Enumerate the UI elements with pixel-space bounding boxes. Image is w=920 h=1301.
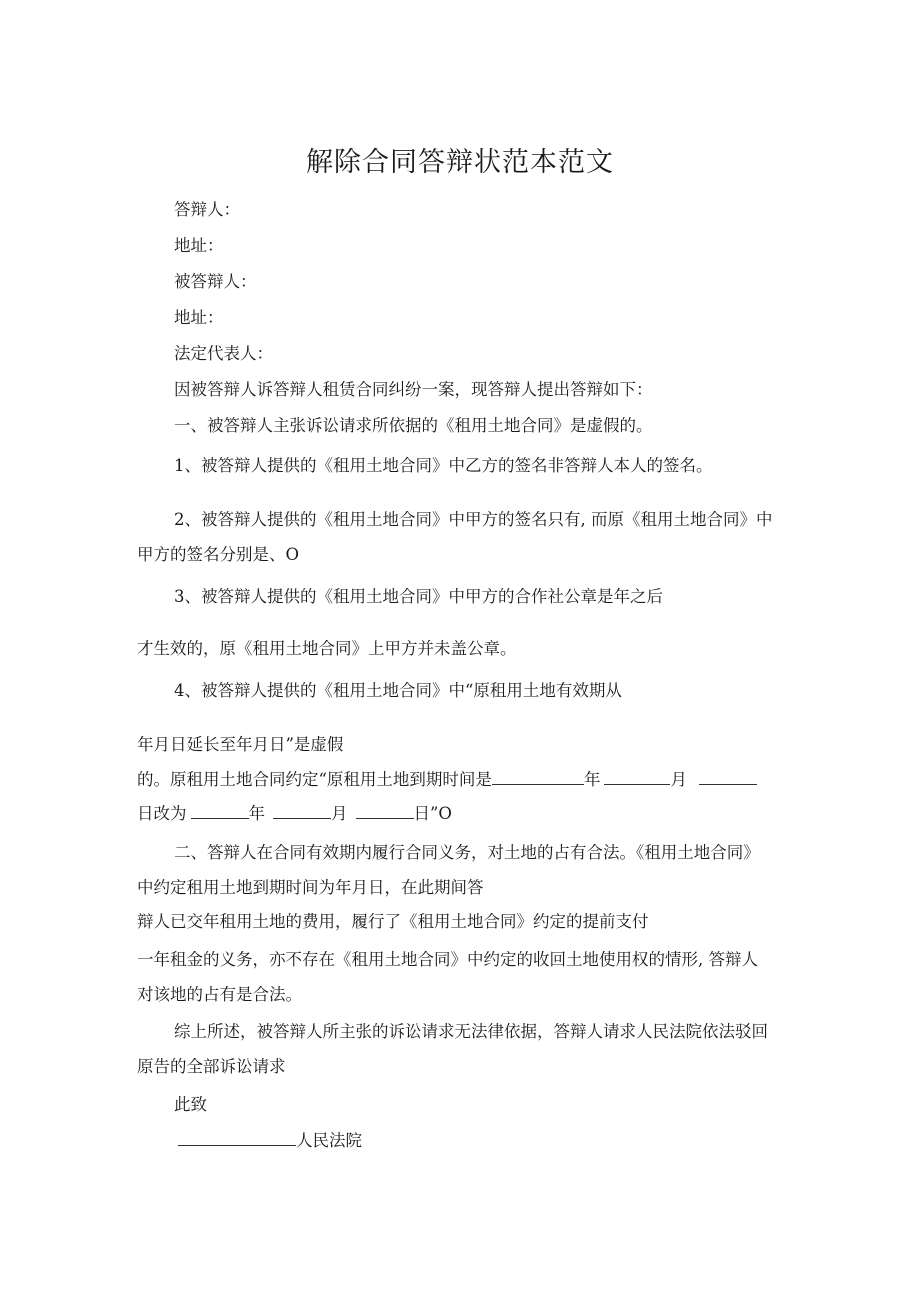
conclusion-line-1: 综上所述，被答辩人所主张的诉讼请求无法律依据，答辩人请求人民法院依法驳回 [174, 1022, 768, 1041]
point-two-line-1: 2、被答辩人提供的《租用土地合同》中甲方的签名只有, 而原《租用土地合同》中 [174, 510, 773, 529]
section-two-line-4: 一年租金的义务，亦不存在《租用土地合同》中约定的收回土地使用权的情形, 答辩人 [137, 950, 758, 969]
blank-year [492, 770, 584, 785]
point-three-line-1: 3、被答辩人提供的《租用土地合同》中甲方的合作社公章是年之后 [174, 587, 663, 606]
month-label: 月 [670, 770, 687, 789]
point-four-line-3 [137, 770, 757, 790]
conclusion-line-2: 原告的全部诉讼请求 [137, 1057, 286, 1076]
blank-new-month [273, 804, 331, 819]
section-one-heading: 一、被答辩人主张诉讼请求所依据的《租用土地合同》是虚假的。 [174, 416, 653, 435]
blank-day [699, 770, 757, 785]
point-three-line-2: 才生效的，原《租用土地合同》上甲方并未盖公章。 [137, 639, 517, 658]
new-month-label: 月 [331, 804, 348, 823]
point-two-line-2: 甲方的签名分别是、O [137, 545, 300, 564]
section-two-line-3: 辩人已交年租用土地的费用，履行了《租用土地合同》约定的提前支付 [137, 912, 649, 931]
section-two-line-5: 对该地的占有是合法。 [137, 985, 302, 1004]
new-day-label: 日”O [413, 804, 452, 823]
court-label: 人民法院 [296, 1131, 362, 1150]
point-four-line-2: 年月日延长至年月日”是虚假 [137, 735, 344, 754]
changed-to-text: 日改为 [137, 804, 187, 823]
legal-representative-label: 法定代表人： [174, 344, 273, 363]
section-two-line-2: 中约定租用土地到期时间为年月日，在此期间答 [137, 878, 484, 897]
appellee-address-label: 地址： [174, 308, 224, 327]
appellee-label: 被答辩人： [174, 272, 257, 291]
point-four-line-4 [137, 804, 452, 824]
point-one: 1、被答辩人提供的《租用土地合同》中乙方的签名非答辩人本人的签名。 [174, 456, 713, 475]
expiry-clause-text: 的。原租用土地合同约定“原租用土地到期时间是 [137, 770, 492, 789]
new-year-label: 年 [248, 804, 265, 823]
year-label: 年 [583, 770, 601, 789]
blank-new-year [191, 804, 249, 819]
point-four-line-1: 4、被答辩人提供的《租用土地合同》中“原租用土地有效期从 [174, 681, 622, 700]
respondent-label: 答辩人： [174, 200, 240, 219]
closing-salutation: 此致 [174, 1095, 207, 1114]
blank-month [604, 770, 670, 785]
court-line [178, 1131, 362, 1151]
blank-court-name [178, 1131, 296, 1146]
section-two-line-1: 二、答辩人在合同有效期内履行合同义务，对土地的占有合法。《租用土地合同》 [174, 843, 760, 862]
document-title: 解除合同答辩状范本范文 [306, 147, 614, 178]
intro-paragraph: 因被答辩人诉答辩人租赁合同纠纷一案，现答辩人提出答辩如下： [174, 380, 653, 399]
blank-new-day [356, 804, 414, 819]
respondent-address-label: 地址： [174, 236, 224, 255]
